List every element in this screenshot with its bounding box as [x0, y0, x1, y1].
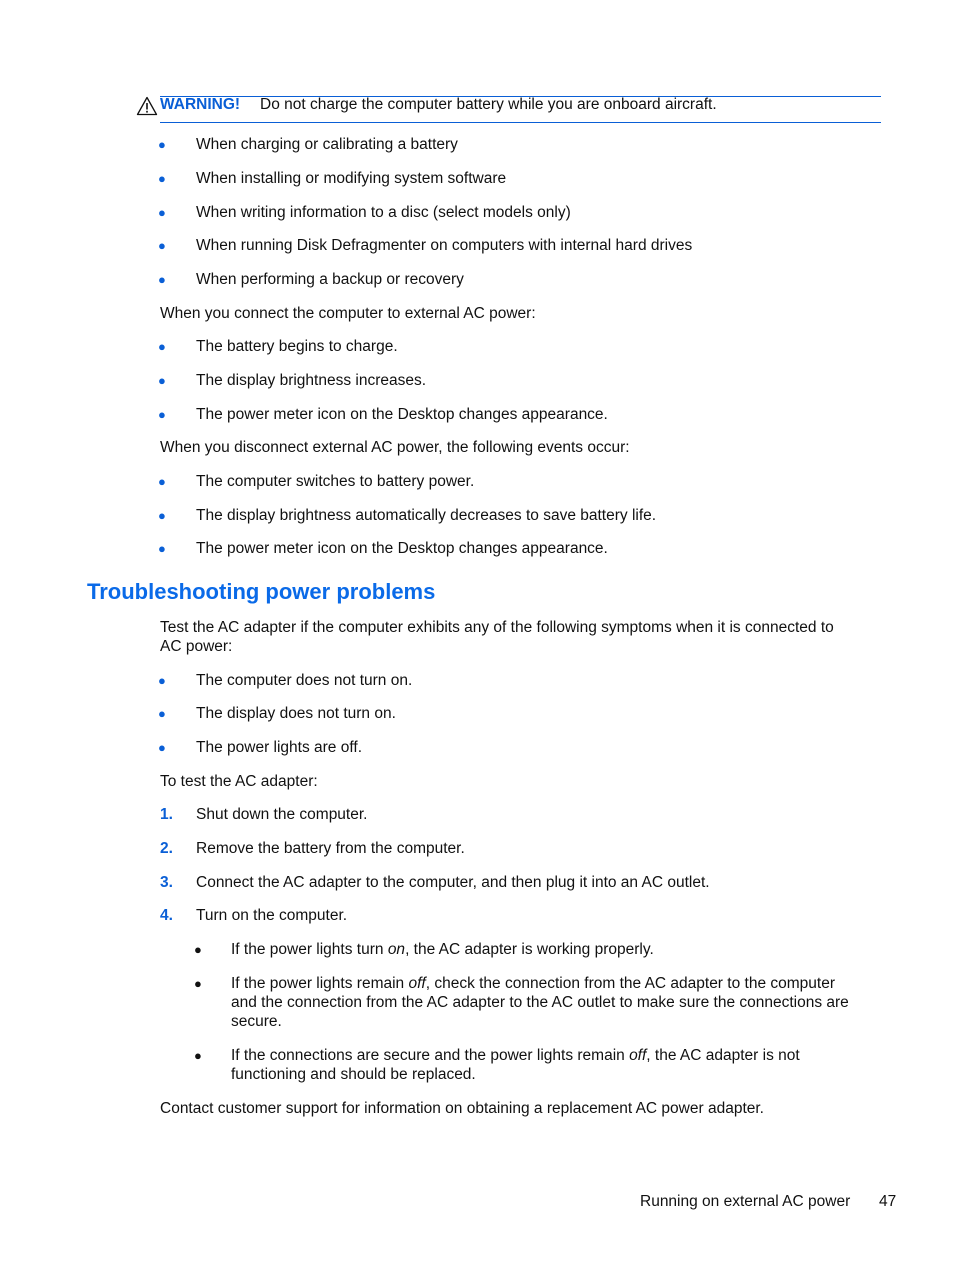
list-item: The display brightness increases. [196, 372, 427, 389]
list-item: The battery begins to charge. [196, 338, 398, 355]
substep-a-em: on [387, 941, 406, 958]
bullet-dot-icon: ● [158, 272, 166, 287]
substep-b [231, 974, 876, 993]
list-item: The display brightness automatically decreases to save battery life. [196, 507, 657, 524]
substep-b-line2: and the connection from the AC adapter to the AC outlet to make sure the connections are [231, 994, 849, 1011]
step-text: Remove the battery from the computer. [196, 840, 465, 857]
substep-b-pre: If the power lights remain [231, 975, 409, 992]
bullet-dot-icon: ● [158, 673, 166, 688]
list-item: When writing information to a disc (select models only) [196, 204, 571, 221]
bullet-dot-icon: ● [158, 740, 166, 755]
bullet-dot-icon: ● [158, 474, 166, 489]
substep-c-post: , the AC adapter is not [646, 1047, 800, 1064]
bullet-dot-icon: ● [158, 407, 166, 422]
step-number: 4. [160, 907, 173, 924]
substep-a-post: , the AC adapter is working properly. [405, 941, 654, 958]
substep-c-line2: functioning and should be replaced. [231, 1066, 476, 1083]
warning-text: Do not charge the computer battery while you are onboard aircraft. [260, 96, 717, 113]
bullet-dot-icon: ● [158, 706, 166, 721]
bullet-dot-icon: ● [158, 137, 166, 152]
bullet-dot-icon: ● [158, 508, 166, 523]
footer-section-title: Running on external AC power [640, 1193, 851, 1210]
bullet-dot-icon: ● [158, 541, 166, 556]
list-item: The power meter icon on the Desktop changes appearance. [196, 540, 608, 557]
list-item: The computer does not turn on. [196, 672, 413, 689]
disconnect-intro: When you disconnect external AC power, the following events occur: [160, 439, 630, 456]
step-text: Shut down the computer. [196, 806, 368, 823]
section-heading: Troubleshooting power problems [87, 579, 436, 604]
bullet-dot-icon: ● [194, 976, 202, 991]
step-text: Connect the AC adapter to the computer, and then plug it into an AC outlet. [196, 874, 710, 891]
step-number: 3. [160, 874, 173, 891]
test-intro-line1: Test the AC adapter if the computer exhibits any of the following symptoms when it is connected to [160, 619, 834, 636]
warning-triangle-icon [136, 96, 158, 116]
substep-b-post: , check the connection from the AC adapter to the computer [425, 975, 835, 992]
step-number: 1. [160, 806, 173, 823]
closing-paragraph: Contact customer support for information on obtaining a replacement AC power adapter. [160, 1100, 764, 1117]
footer-page-number: 47 [879, 1193, 897, 1210]
list-item: When performing a backup or recovery [196, 271, 464, 288]
bullet-dot-icon: ● [158, 238, 166, 253]
warning-bottom-rule [160, 122, 881, 123]
step-number: 2. [160, 840, 173, 857]
steps-intro: To test the AC adapter: [160, 773, 318, 790]
substep-c-em: off [629, 1047, 647, 1064]
list-item: The display does not turn on. [196, 705, 396, 722]
step-text: Turn on the computer. [196, 907, 348, 924]
bullet-dot-icon: ● [158, 205, 166, 220]
list-item: The computer switches to battery power. [196, 473, 475, 490]
list-item: When charging or calibrating a battery [196, 136, 458, 153]
list-item: When installing or modifying system software [196, 170, 507, 187]
substep-c [231, 1046, 876, 1065]
connect-intro: When you connect the computer to external AC power: [160, 305, 536, 322]
substep-c-pre: If the connections are secure and the power lights remain [231, 1047, 630, 1064]
substep-b-line3: secure. [231, 1013, 282, 1030]
list-item: The power meter icon on the Desktop changes appearance. [196, 406, 608, 423]
bullet-dot-icon: ● [158, 373, 166, 388]
bullet-dot-icon: ● [158, 171, 166, 186]
bullet-dot-icon: ● [194, 942, 202, 957]
warning-label: WARNING! [160, 96, 241, 113]
test-intro-line2: AC power: [160, 638, 233, 655]
substep-a [231, 940, 876, 959]
substep-a-pre: If the power lights turn [231, 941, 388, 958]
substep-b-em: off [408, 975, 426, 992]
list-item: When running Disk Defragmenter on computers with internal hard drives [196, 237, 693, 254]
bullet-dot-icon: ● [194, 1048, 202, 1063]
list-item: The power lights are off. [196, 739, 362, 756]
bullet-dot-icon: ● [158, 339, 166, 354]
